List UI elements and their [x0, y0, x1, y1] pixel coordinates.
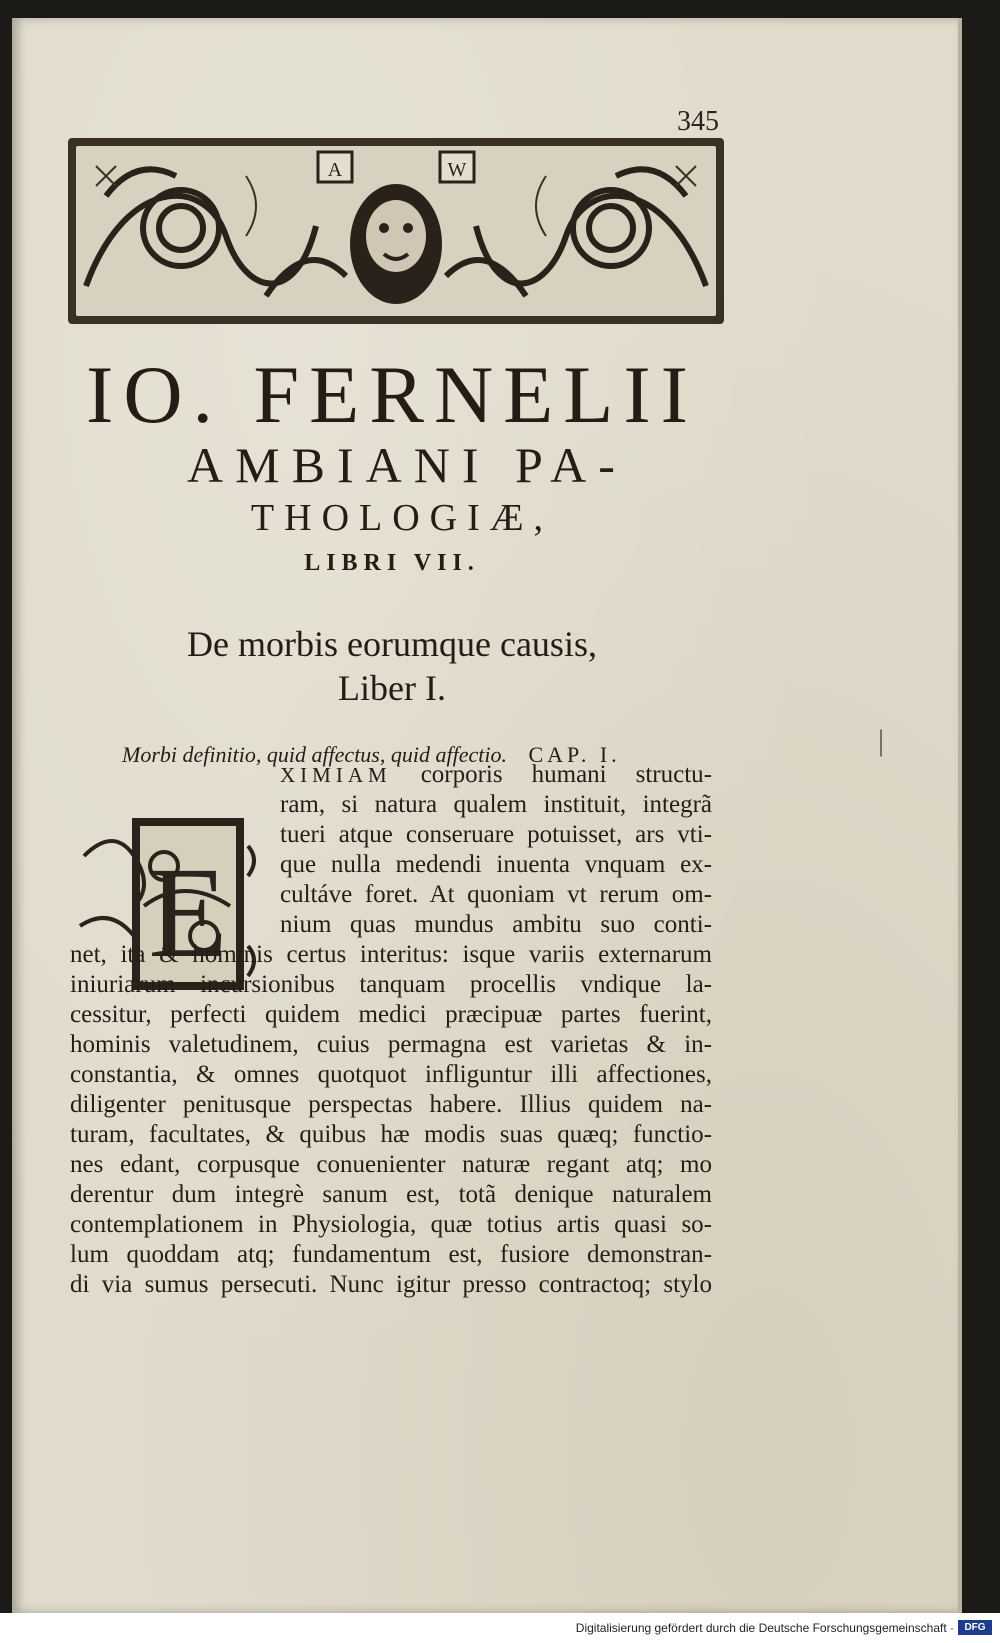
page-number: 345 — [677, 106, 719, 137]
text-line: XIMIAM corporis humani structu- — [280, 761, 712, 788]
book-page — [12, 18, 962, 1613]
ornamental-headpiece — [66, 136, 726, 326]
subtitle — [12, 622, 772, 710]
title-line-2: AMBIANI PA- — [187, 437, 627, 493]
headpiece-letter-w: W — [447, 159, 467, 181]
text-line: nes edant, corpusque conuenienter naturæ regant atq; mo — [70, 1151, 712, 1178]
chapter-heading — [122, 742, 621, 768]
text-line: hominis valetudinem, cuius permagna est varietas & in- — [70, 1031, 712, 1058]
text-line: turam, facultates, & quibus hæ modis suas quæq; functio- — [70, 1121, 712, 1148]
text-line: ram, si natura qualem instituit, integrã — [280, 791, 712, 818]
chapter-heading-text: Morbi definitio, quid affectus, quid affectio. — [122, 742, 507, 767]
text-line: iniuriarum incursionibus tanquam procellis vndique la- — [70, 971, 712, 998]
dfg-logo: DFG — [958, 1620, 992, 1635]
text-line: nium quas mundus ambitu suo conti- — [280, 911, 712, 938]
subtitle-line-2: Liber I. — [338, 668, 446, 708]
chapter-label: CAP. I. — [528, 742, 621, 767]
text-line: derentur dum integrè sanum est, totã denique naturalem — [70, 1181, 712, 1208]
decorated-initial-image — [74, 816, 264, 992]
subtitle-line-1: De morbis eorumque causis, — [187, 624, 597, 664]
first-word: XIMIAM — [280, 763, 392, 787]
text-line: cultáve foret. At quoniam vt rerum om- — [280, 881, 712, 908]
text-line: di via sumus persecuti. Nunc igitur presso contractoq; stylo — [70, 1271, 712, 1298]
text-line: que nulla medendi inuenta vnquam ex- — [280, 851, 712, 878]
text-line: net, ita & hominis certus interitus: isque variis externarum — [70, 941, 712, 968]
text-line: lum quoddam atq; fundamentum est, fusiore demonstran- — [70, 1241, 712, 1268]
text-line: constantia, & omnes quotquot infliguntur illi affectiones, — [70, 1061, 712, 1088]
title-line-4: LIBRI VII. — [304, 550, 480, 576]
text-line: contemplationem in Physiologia, quæ totius artis quasi so- — [70, 1211, 712, 1238]
digitization-footer — [0, 1613, 1000, 1643]
text-line: tueri atque conseruare potuisset, ars vti- — [280, 821, 712, 848]
initial-letter: E — [148, 841, 228, 985]
headpiece-woodcut-image — [66, 136, 726, 326]
margin-mark: | — [878, 724, 885, 757]
decorated-initial — [74, 816, 264, 992]
text-line: cessitur, perfecti quidem medici præcipuæ partes fuerint, — [70, 1001, 712, 1028]
text-line: diligenter penitusque perspectas habere. Illius quidem na- — [70, 1091, 712, 1118]
title-line-1: IO. FERNELII — [86, 349, 698, 440]
title-line-3: THOLOGIÆ, — [250, 497, 554, 539]
headpiece-letter-a: A — [327, 159, 343, 181]
footer-text: Digitalisierung gefördert durch die Deutsche Forschungsgemeinschaft · — [575, 1621, 954, 1635]
